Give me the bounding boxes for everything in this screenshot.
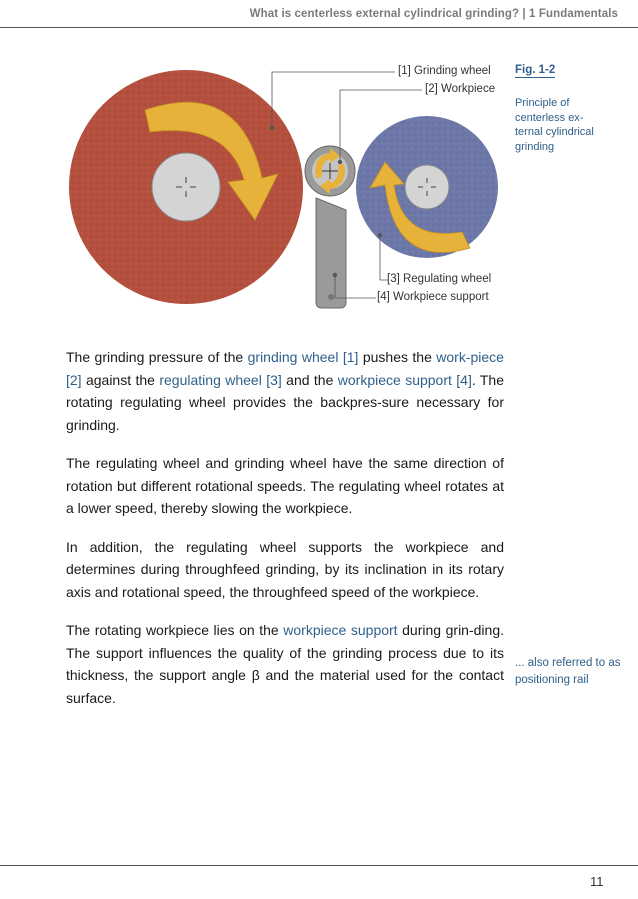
text-run: . The rotating regulating wheel provides the backpres-sure necessary for grinding. [66,371,505,433]
text-run: during grin-ding. The support influences the quality of the grinding process due to its thickness, the support angle [66,622,504,683]
page-number: 11 [590,874,604,889]
regulating-wheel [356,116,498,258]
term-regulating-wheel: regulating wheel [3] [159,371,282,388]
label-grinding-wheel: [1] Grinding wheel [398,65,491,77]
text-run: The grinding pressure of the [66,349,248,365]
paragraph-4 [66,619,504,709]
header-section: 1 Fundamentals [529,8,618,20]
text-run: The rotating workpiece lies on the [66,622,284,638]
term-workpiece-support: workpiece support [4] [337,371,472,388]
term-workpiece-support: workpiece support [283,622,398,638]
side-note: ... also referred to as positioning rail [515,657,621,686]
body-text [66,346,504,725]
label-workpiece: [2] Workpiece [425,83,496,95]
figure-caption: Principle of centerless ex- ternal cylindrical grinding [515,97,594,153]
beta-symbol: β [251,667,260,683]
header-title: What is centerless external cylindrical grinding? [249,8,520,20]
workpiece-support [316,198,346,308]
figure-number: Fig. 1-2 [515,64,556,76]
text-run: and the material used for the contact surface. [66,667,504,706]
paragraph-1 [66,346,504,436]
header-separator: | [519,8,530,20]
text-run: against the [81,371,160,388]
grinding-wheel [69,70,303,304]
workpiece [305,146,355,196]
footer-rule [0,865,638,866]
label-workpiece-support: [4] Workpiece support [377,291,489,303]
running-header [0,8,618,20]
text-run: pushes the [358,349,437,365]
header-rule [0,27,638,28]
term-grinding-wheel: grinding wheel [1] [247,349,359,365]
paragraph-3: In addition, the regulating wheel supports the workpiece and determines during throughfeed grinding, by its inclination in its rotary axis and rotational speed, the throughfeed speed of the workpiece. [66,538,504,600]
label-regulating-wheel: [3] Regulating wheel [387,273,492,285]
term-workpiece: work-piece [2] [66,349,504,388]
paragraph-2: The regulating wheel and grinding wheel have the same direction of rotation but different rotational speeds. The regulating wheel rotates at a lower speed, thereby slowing the workpiece. [66,455,504,516]
text-run: and the [281,371,338,388]
